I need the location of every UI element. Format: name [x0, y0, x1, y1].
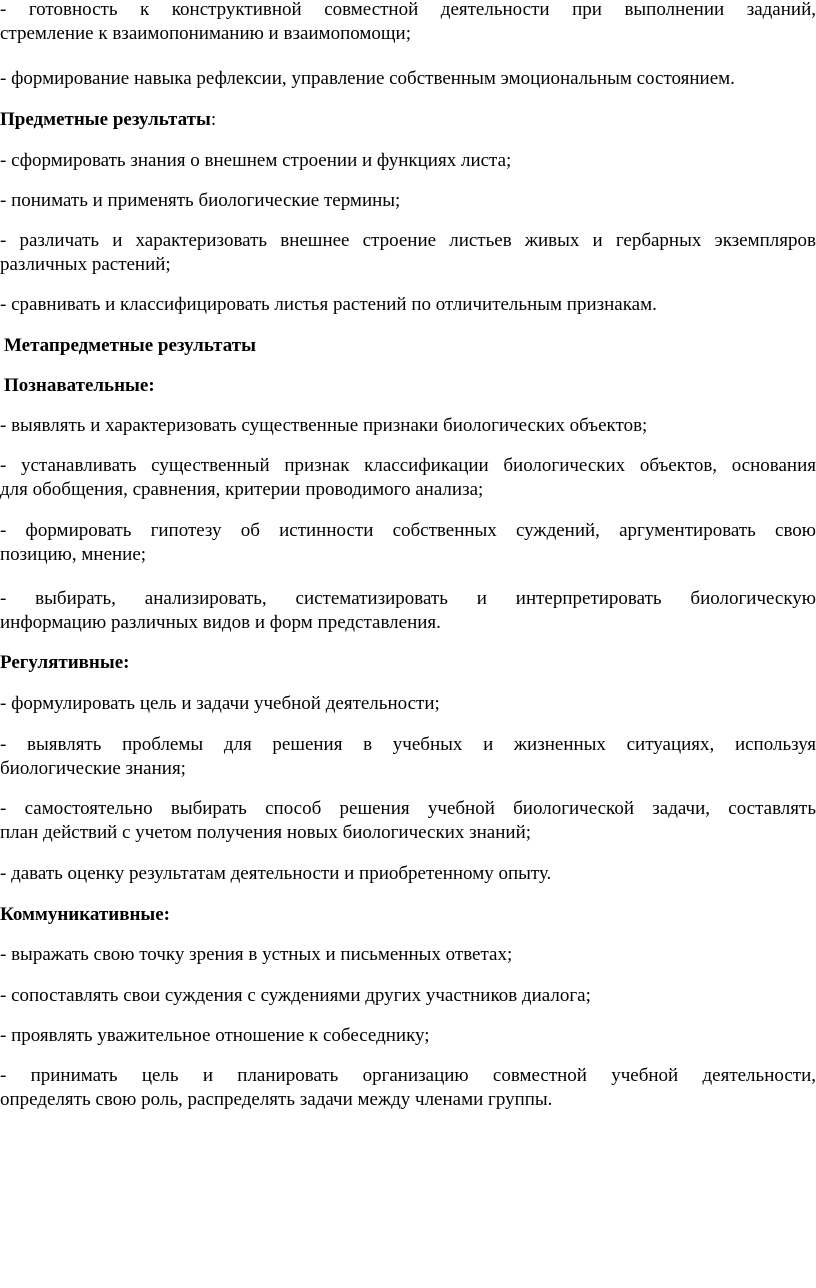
text-line: - понимать и применять биологические термины;: [0, 190, 401, 211]
text-line: - формирование навыка рефлексии, управление собственным эмоциональным состоянием.: [0, 68, 735, 89]
text-line: - выбирать, анализировать, систематизировать и интерпретировать биологическую: [0, 588, 816, 609]
text-line: - принимать цель и планировать организацию совместной учебной деятельности,: [0, 1065, 816, 1086]
text-line: биологические знания;: [0, 758, 186, 779]
text-line: - выражать свою точку зрения в устных и письменных ответах;: [0, 944, 513, 965]
heading-colon: :: [210, 109, 217, 130]
text-line: - сформировать знания о внешнем строении и функциях листа;: [0, 150, 512, 171]
text-line: - выявлять проблемы для решения в учебных и жизненных ситуациях, используя: [0, 734, 816, 755]
text-line: - самостоятельно выбирать способ решения учебной биологической задачи, составлять: [0, 798, 816, 819]
section-heading-subject-results: [0, 108, 816, 132]
subsection-heading-regulatory: Регулятивные:: [0, 652, 130, 673]
subsection-heading-communicative: Коммуникативные:: [0, 904, 170, 925]
text-line: определять свою роль, распределять задачи между членами группы.: [0, 1089, 553, 1110]
text-line: - выявлять и характеризовать существенные признаки биологических объектов;: [0, 415, 648, 436]
text-line: - готовность к конструктивной совместной деятельности при выполнении заданий,: [0, 0, 816, 20]
text-line: - формировать гипотезу об истинности собственных суждений, аргументировать свою: [0, 520, 816, 541]
text-line: план действий с учетом получения новых биологических знаний;: [0, 822, 532, 843]
heading-text: Предметные результаты: [0, 109, 211, 130]
text-line: - проявлять уважительное отношение к собеседнику;: [0, 1025, 430, 1046]
text-line: - сравнивать и классифицировать листья растений по отличительным признакам.: [0, 294, 657, 315]
section-heading-metasubject-results: Метапредметные результаты: [4, 335, 256, 356]
text-line: - различать и характеризовать внешнее строение листьев живых и гербарных экземпляров: [0, 230, 816, 251]
subsection-heading-cognitive: Познавательные:: [4, 375, 155, 396]
text-line: - устанавливать существенный признак классификации биологических объектов, основания: [0, 455, 816, 476]
text-line: различных растений;: [0, 254, 171, 275]
text-line: - давать оценку результатам деятельности и приобретенному опыту.: [0, 863, 552, 884]
text-line: информацию различных видов и форм представления.: [0, 612, 441, 633]
text-line: - сопоставлять свои суждения с суждениями других участников диалога;: [0, 985, 591, 1006]
text-line: - формулировать цель и задачи учебной деятельности;: [0, 693, 440, 714]
text-line: для обобщения, сравнения, критерии проводимого анализа;: [0, 479, 484, 500]
text-line: стремление к взаимопониманию и взаимопомощи;: [0, 23, 411, 44]
text-line: позицию, мнение;: [0, 544, 147, 565]
